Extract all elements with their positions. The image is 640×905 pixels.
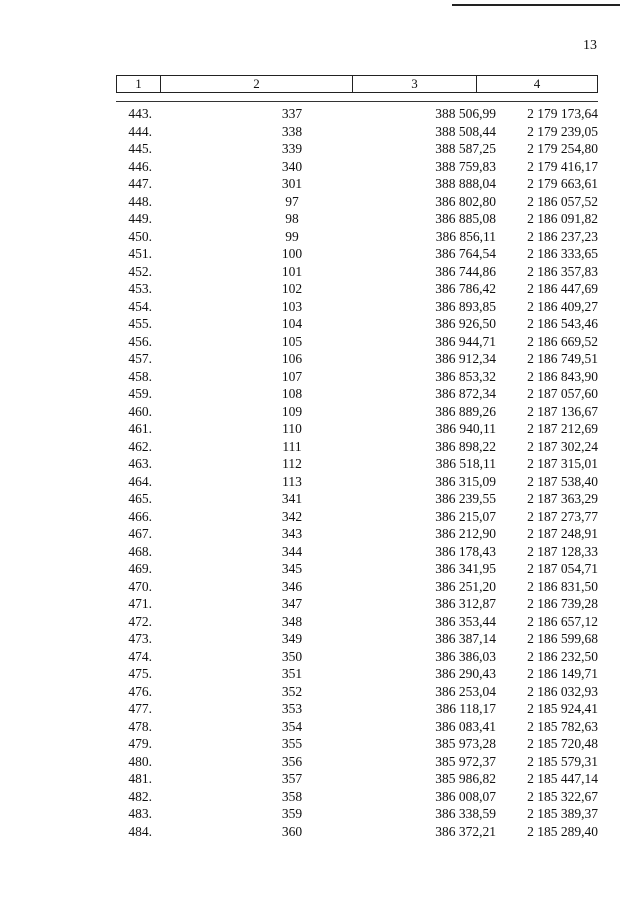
coordinate-x: 386 786,42: [435, 281, 496, 296]
coordinate-x: 386 290,43: [435, 666, 496, 681]
coordinate-y: 2 187 128,33: [527, 543, 598, 559]
point-number: 107: [281, 368, 303, 384]
coordinate-x: 388 888,04: [435, 176, 496, 191]
point-number: 343: [281, 526, 303, 541]
row-index: 481.: [128, 771, 152, 786]
row-index: 464.: [128, 473, 152, 489]
table-row: [116, 193, 598, 211]
coordinate-y: 2 187 302,24: [527, 438, 598, 454]
coordinate-y: 2 186 843,90: [527, 368, 598, 384]
table-row: [116, 315, 598, 333]
row-index: 471.: [128, 596, 152, 611]
row-index: 477.: [128, 701, 152, 716]
coordinate-x: 385 973,28: [435, 736, 496, 751]
coordinate-y: 2 186 447,69: [527, 281, 598, 296]
coordinate-y: 2 186 831,50: [527, 578, 598, 594]
table-row: [116, 438, 598, 456]
table-row: [116, 718, 598, 736]
row-index: 480.: [128, 753, 152, 769]
point-number: 341: [281, 491, 303, 506]
coordinate-y: 2 186 739,28: [527, 596, 598, 611]
point-number: 354: [281, 718, 303, 734]
point-number: 110: [282, 421, 302, 436]
table-row: [116, 350, 598, 368]
coordinate-x: 386 386,03: [435, 648, 496, 664]
point-number: 111: [282, 438, 302, 454]
row-index: 476.: [128, 683, 152, 699]
coordinate-y: 2 187 212,69: [527, 421, 598, 436]
table-row: [116, 525, 598, 543]
row-index: 469.: [128, 561, 152, 576]
coordinate-y: 2 186 091,82: [527, 211, 598, 226]
coordinate-x: 386 744,86: [435, 263, 496, 279]
table-row: [116, 473, 598, 491]
point-number: 100: [281, 246, 303, 261]
coordinate-y: 2 187 273,77: [527, 508, 598, 524]
coordinate-y: 2 186 237,23: [527, 228, 598, 244]
coordinate-x: 385 972,37: [435, 753, 496, 769]
coordinate-y: 2 187 538,40: [527, 473, 598, 489]
coordinate-x: 386 312,87: [435, 596, 496, 611]
row-index: 479.: [128, 736, 152, 751]
coordinate-x: 386 940,11: [435, 421, 496, 436]
table-row: [116, 630, 598, 648]
table-row: [116, 123, 598, 141]
row-index: 475.: [128, 666, 152, 681]
coordinate-y: 2 186 543,46: [527, 316, 598, 331]
row-index: 455.: [128, 316, 152, 331]
row-index: 482.: [128, 788, 152, 804]
table-row: [116, 158, 598, 176]
point-number: 98: [285, 211, 299, 226]
row-index: 460.: [128, 403, 152, 419]
row-index: 465.: [128, 491, 152, 506]
coordinate-y: 2 185 322,67: [527, 788, 598, 804]
coordinate-x: 386 872,34: [435, 386, 496, 401]
coordinate-x: 386 912,34: [435, 351, 496, 366]
table-row: [116, 263, 598, 281]
point-number: 346: [281, 578, 303, 594]
table-row: [116, 613, 598, 631]
coordinate-x: 386 338,59: [435, 806, 496, 821]
coordinate-y: 2 186 357,83: [527, 263, 598, 279]
column-header-3: 3: [353, 76, 477, 92]
coordinate-y: 2 187 057,60: [527, 386, 598, 401]
point-number: 338: [281, 123, 303, 139]
table-row: [116, 385, 598, 403]
row-index: 473.: [128, 631, 152, 646]
coordinate-x: 386 764,54: [435, 246, 496, 261]
coordinate-y: 2 186 057,52: [527, 193, 598, 209]
coordinate-y: 2 179 239,05: [527, 123, 598, 139]
table-row: [116, 333, 598, 351]
coordinate-x: 386 944,71: [435, 333, 496, 349]
coordinate-x: 388 508,44: [435, 123, 496, 139]
row-index: 454.: [128, 298, 152, 314]
coordinate-x: 388 506,99: [435, 106, 496, 121]
table-row: [116, 665, 598, 683]
row-index: 452.: [128, 263, 152, 279]
row-index: 451.: [128, 246, 152, 261]
row-index: 447.: [128, 176, 152, 191]
row-index: 456.: [128, 333, 152, 349]
coordinate-x: 386 372,21: [435, 823, 496, 839]
row-index: 444.: [128, 123, 152, 139]
point-number: 102: [281, 281, 303, 296]
coordinate-x: 386 008,07: [435, 788, 496, 804]
coordinate-x: 386 083,41: [435, 718, 496, 734]
page-number: 13: [583, 38, 597, 53]
table-row: [116, 403, 598, 421]
point-number: 352: [281, 683, 303, 699]
point-number: 344: [281, 543, 303, 559]
row-index: 448.: [128, 193, 152, 209]
coordinate-y: 2 186 232,50: [527, 648, 598, 664]
coordinate-x: 386 856,11: [435, 228, 496, 244]
table-row: [116, 105, 598, 123]
coordinate-x: 386 885,08: [435, 211, 496, 226]
table-row: [116, 140, 598, 158]
row-index: 478.: [128, 718, 152, 734]
coordinate-y: 2 185 782,63: [527, 718, 598, 734]
column-header-1: 1: [117, 76, 161, 92]
coordinate-y: 2 186 032,93: [527, 683, 598, 699]
coordinate-x: 386 889,26: [435, 403, 496, 419]
row-index: 467.: [128, 526, 152, 541]
coordinate-x: 386 518,11: [435, 456, 496, 471]
point-number: 356: [281, 753, 303, 769]
coordinate-y: 2 179 173,64: [527, 106, 598, 121]
column-header-4: 4: [533, 76, 541, 91]
coordinate-y: 2 186 149,71: [527, 666, 598, 681]
row-index: 446.: [128, 158, 152, 174]
table-row: [116, 508, 598, 526]
coordinate-x: 386 239,55: [435, 491, 496, 506]
row-index: 463.: [128, 456, 152, 471]
coordinate-x: 386 253,04: [435, 683, 496, 699]
coordinate-y: 2 186 333,65: [527, 246, 598, 261]
coordinate-x: 386 215,07: [435, 508, 496, 524]
coordinate-y: 2 179 254,80: [527, 141, 598, 156]
coordinate-x: 386 853,32: [435, 368, 496, 384]
table-row: [116, 700, 598, 718]
row-index: 470.: [128, 578, 152, 594]
table-row: [116, 805, 598, 823]
row-index: 483.: [128, 806, 152, 821]
table-row: [116, 245, 598, 263]
point-number: 105: [281, 333, 303, 349]
table-row: [116, 560, 598, 578]
coordinate-x: 386 212,90: [435, 526, 496, 541]
header-divider: [116, 101, 598, 102]
point-number: 113: [282, 473, 302, 489]
point-number: 353: [281, 701, 303, 716]
coordinate-y: 2 185 447,14: [527, 771, 598, 786]
table-row: [116, 455, 598, 473]
coordinate-table-body: [116, 105, 598, 840]
table-row: [116, 210, 598, 228]
table-row: [116, 298, 598, 316]
coordinate-y: 2 185 389,37: [527, 806, 598, 821]
coordinate-y: 2 185 720,48: [527, 736, 598, 751]
coordinate-x: 385 986,82: [435, 771, 496, 786]
coordinate-x: 386 353,44: [435, 613, 496, 629]
row-index: 457.: [128, 351, 152, 366]
point-number: 101: [281, 263, 303, 279]
coordinate-x: 386 387,14: [435, 631, 496, 646]
point-number: 301: [281, 176, 303, 191]
table-row: [116, 578, 598, 596]
row-index: 484.: [128, 823, 152, 839]
coordinate-y: 2 187 054,71: [527, 561, 598, 576]
coordinate-x: 386 178,43: [435, 543, 496, 559]
column-header-row: [116, 75, 598, 93]
coordinate-x: 386 251,20: [435, 578, 496, 594]
coordinate-x: 388 587,25: [435, 141, 496, 156]
table-row: [116, 368, 598, 386]
point-number: 348: [281, 613, 303, 629]
point-number: 112: [282, 456, 302, 471]
point-number: 109: [281, 403, 303, 419]
table-row: [116, 648, 598, 666]
table-row: [116, 543, 598, 561]
coordinate-x: 386 898,22: [435, 438, 496, 454]
row-index: 468.: [128, 543, 152, 559]
row-index: 474.: [128, 648, 152, 664]
coordinate-y: 2 179 416,17: [527, 158, 598, 174]
point-number: 106: [281, 351, 303, 366]
coordinate-x: 388 759,83: [435, 158, 496, 174]
point-number: 351: [281, 666, 303, 681]
column-header-2: 2: [161, 76, 353, 92]
coordinate-x: 386 341,95: [435, 561, 496, 576]
row-index: 466.: [128, 508, 152, 524]
row-index: 462.: [128, 438, 152, 454]
coordinate-x: 386 893,85: [435, 298, 496, 314]
table-row: [116, 420, 598, 438]
table-row: [116, 770, 598, 788]
point-number: 358: [281, 788, 303, 804]
row-index: 461.: [128, 421, 152, 436]
point-number: 97: [285, 193, 299, 209]
point-number: 342: [281, 508, 303, 524]
row-index: 459.: [128, 386, 152, 401]
point-number: 345: [281, 561, 303, 576]
row-index: 472.: [128, 613, 152, 629]
coordinate-y: 2 186 669,52: [527, 333, 598, 349]
table-row: [116, 788, 598, 806]
table-row: [116, 280, 598, 298]
point-number: 103: [281, 298, 303, 314]
coordinate-y: 2 186 749,51: [527, 351, 598, 366]
point-number: 359: [281, 806, 303, 821]
table-row: [116, 228, 598, 246]
coordinate-y: 2 186 409,27: [527, 298, 598, 314]
table-row: [116, 175, 598, 193]
point-number: 350: [281, 648, 303, 664]
point-number: 360: [281, 823, 303, 839]
point-number: 347: [281, 596, 303, 611]
table-row: [116, 735, 598, 753]
top-rule: [452, 4, 620, 6]
coordinate-y: 2 186 657,12: [527, 613, 598, 629]
point-number: 357: [281, 771, 303, 786]
row-index: 443.: [128, 106, 152, 121]
coordinate-y: 2 187 248,91: [527, 526, 598, 541]
coordinate-y: 2 179 663,61: [527, 176, 598, 191]
point-number: 104: [281, 316, 303, 331]
point-number: 339: [281, 141, 303, 156]
coordinate-x: 386 315,09: [435, 473, 496, 489]
coordinate-y: 2 187 363,29: [527, 491, 598, 506]
point-number: 337: [281, 106, 303, 121]
coordinate-y: 2 185 289,40: [527, 823, 598, 839]
table-row: [116, 490, 598, 508]
table-row: [116, 753, 598, 771]
coordinate-y: 2 187 136,67: [527, 403, 598, 419]
coordinate-x: 386 802,80: [435, 193, 496, 209]
row-index: 458.: [128, 368, 152, 384]
point-number: 108: [281, 386, 303, 401]
row-index: 449.: [128, 211, 152, 226]
coordinate-y: 2 185 579,31: [527, 753, 598, 769]
coordinate-y: 2 185 924,41: [527, 701, 598, 716]
point-number: 340: [281, 158, 303, 174]
coordinate-y: 2 187 315,01: [527, 456, 598, 471]
row-index: 450.: [128, 228, 152, 244]
row-index: 453.: [128, 281, 152, 296]
coordinate-y: 2 186 599,68: [527, 631, 598, 646]
coordinate-x: 386 926,50: [435, 316, 496, 331]
row-index: 445.: [128, 141, 152, 156]
point-number: 355: [281, 736, 303, 751]
table-row: [116, 683, 598, 701]
point-number: 99: [285, 228, 299, 244]
table-row: [116, 595, 598, 613]
coordinate-x: 386 118,17: [435, 701, 496, 716]
table-row: [116, 823, 598, 841]
point-number: 349: [281, 631, 303, 646]
